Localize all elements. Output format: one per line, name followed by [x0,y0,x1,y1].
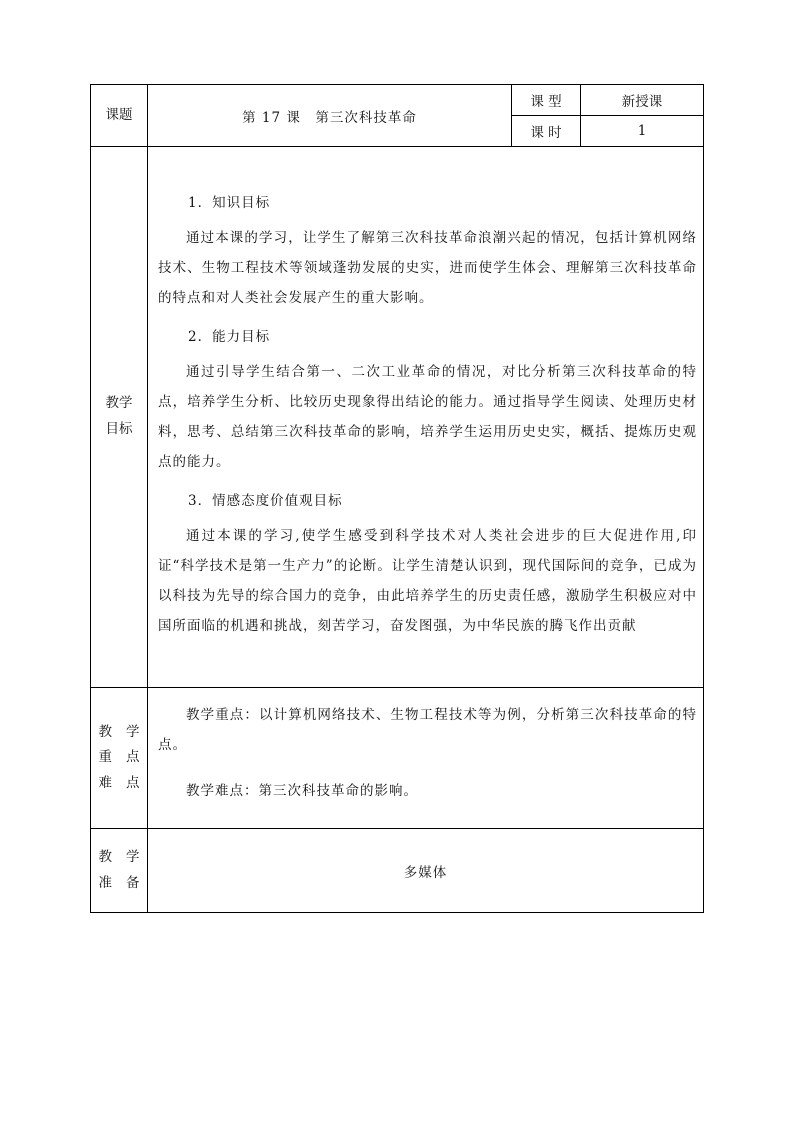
objectives-row [91,147,704,688]
lesson-plan-table [90,84,704,913]
knowledge-objective-heading: 1．知识目标 [188,195,271,211]
teaching-difficulty: 教学难点：第三次科技革命的影响。 [186,783,418,799]
knowledge-objective-text: 通过本课的学习，让学生了解第三次科技革命浪潮兴起的情况，包括计算机网络技术、生物工程技术等领域蓬勃发展的史实，进而使学生体会、理解第三次科技革命的特点和对人类社会发展产生的重大影响。 [158,230,697,306]
values-objective-text: 通过本课的学习,使学生感受到科学技术对人类社会进步的巨大促进作用,印证“科学技术是第一生产力”的论断。让学生清楚认识到，现代国际间的竞争，已成为以科技为先导的综合国力的竞争，由此培养学生的历史责任感，激励学生积极应对中国所面临的机遇和挑战，刻苦学习，奋发图强，为中华民族的腾飞作出贡献 [158,528,697,634]
header-row-1 [91,85,704,116]
preparation-value: 多媒体 [148,829,704,913]
objectives-label-line-1: 教学 [105,395,133,412]
hours-value: 1 [581,116,704,147]
course-label: 课题 [91,85,148,147]
lesson-title: 第 17 课 第三次科技革命 [148,85,512,147]
hours-label: 课 时 [512,116,581,147]
preparation-label-line-2: 准备 [98,874,154,891]
teaching-focus: 教学重点：以计算机网络技术、生物工程技术等为例，分析第三次科技革命的特点。 [158,707,697,753]
key-points-label-line-3: 难点 [98,774,154,791]
preparation-label-line-1: 教学 [98,848,154,865]
type-value: 新授课 [581,85,704,116]
type-label: 课 型 [512,85,581,116]
ability-objective-text: 通过引导学生结合第一、二次工业革命的情况，对比分析第三次科技革命的特点，培养学生分析、比较历史现象得出结论的能力。通过指导学生阅读、处理历史材料，思考、总结第三次科技革命的影响，培养学生运用历史史实，概括、提炼历史观点的能力。 [158,364,697,470]
objectives-label [91,147,148,688]
key-points-content [148,688,704,829]
key-points-row [91,688,704,829]
key-points-label [91,688,154,829]
objectives-label-line-2: 目标 [105,421,133,437]
preparation-label [91,829,154,913]
key-points-label-line-2: 重点 [98,749,154,766]
ability-objective-heading: 2．能力目标 [188,329,271,345]
values-objective-heading: 3．情感态度价值观目标 [188,493,343,509]
key-points-label-line-1: 教学 [98,723,154,740]
preparation-row [91,829,704,913]
objectives-content [148,147,704,688]
